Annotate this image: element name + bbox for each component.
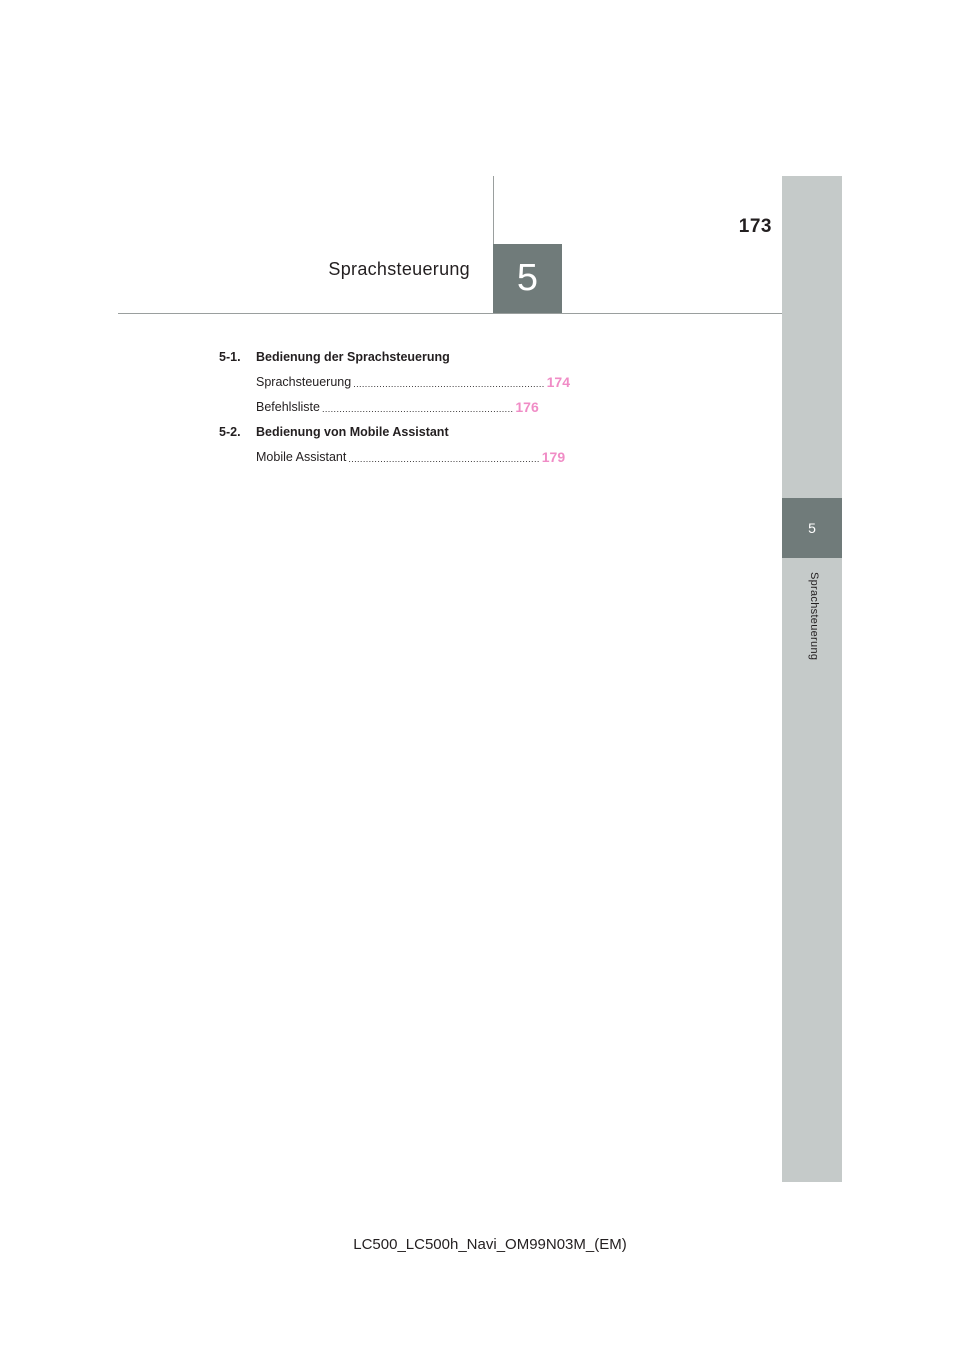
toc-leader-dots: .................................................................. — [353, 378, 545, 389]
toc-entry[interactable] — [219, 394, 539, 419]
toc-section-header[interactable] — [219, 419, 479, 444]
header-divider-horizontal — [118, 313, 782, 314]
toc-page-link[interactable]: 176 — [515, 398, 539, 415]
toc-page-link[interactable]: 174 — [546, 373, 570, 390]
side-tab-label: Sprachsteuerung — [808, 571, 820, 661]
chapter-number-box: 5 — [493, 244, 562, 313]
table-of-contents — [219, 344, 570, 469]
toc-section-title: Bedienung von Mobile Assistant — [256, 424, 449, 439]
toc-entry-label: Mobile Assistant — [256, 449, 347, 464]
footer-doc-code: LC500_LC500h_Navi_OM99N03M_(EM) — [353, 1236, 627, 1253]
toc-entry[interactable] — [219, 444, 566, 469]
side-tab-bar — [782, 176, 842, 1182]
toc-section-number: 5-2. — [219, 424, 241, 439]
toc-entry-label: Befehlsliste — [256, 399, 320, 414]
toc-leader-dots: .................................................................. — [348, 453, 540, 464]
header-divider-vertical — [493, 176, 494, 244]
page-number: 173 — [738, 216, 772, 237]
toc-leader-dots: .................................................................. — [321, 403, 514, 414]
toc-section-number: 5-1. — [219, 349, 241, 364]
chapter-title: Sprachsteuerung — [328, 259, 470, 279]
side-tab-chapter-number[interactable]: 5 — [782, 498, 842, 558]
toc-entry[interactable] — [219, 369, 570, 394]
toc-section-header[interactable] — [219, 344, 479, 369]
toc-section-title: Bedienung der Sprachsteuerung — [256, 349, 450, 364]
toc-entry-label: Sprachsteuerung — [256, 374, 352, 389]
toc-page-link[interactable]: 179 — [541, 448, 566, 465]
